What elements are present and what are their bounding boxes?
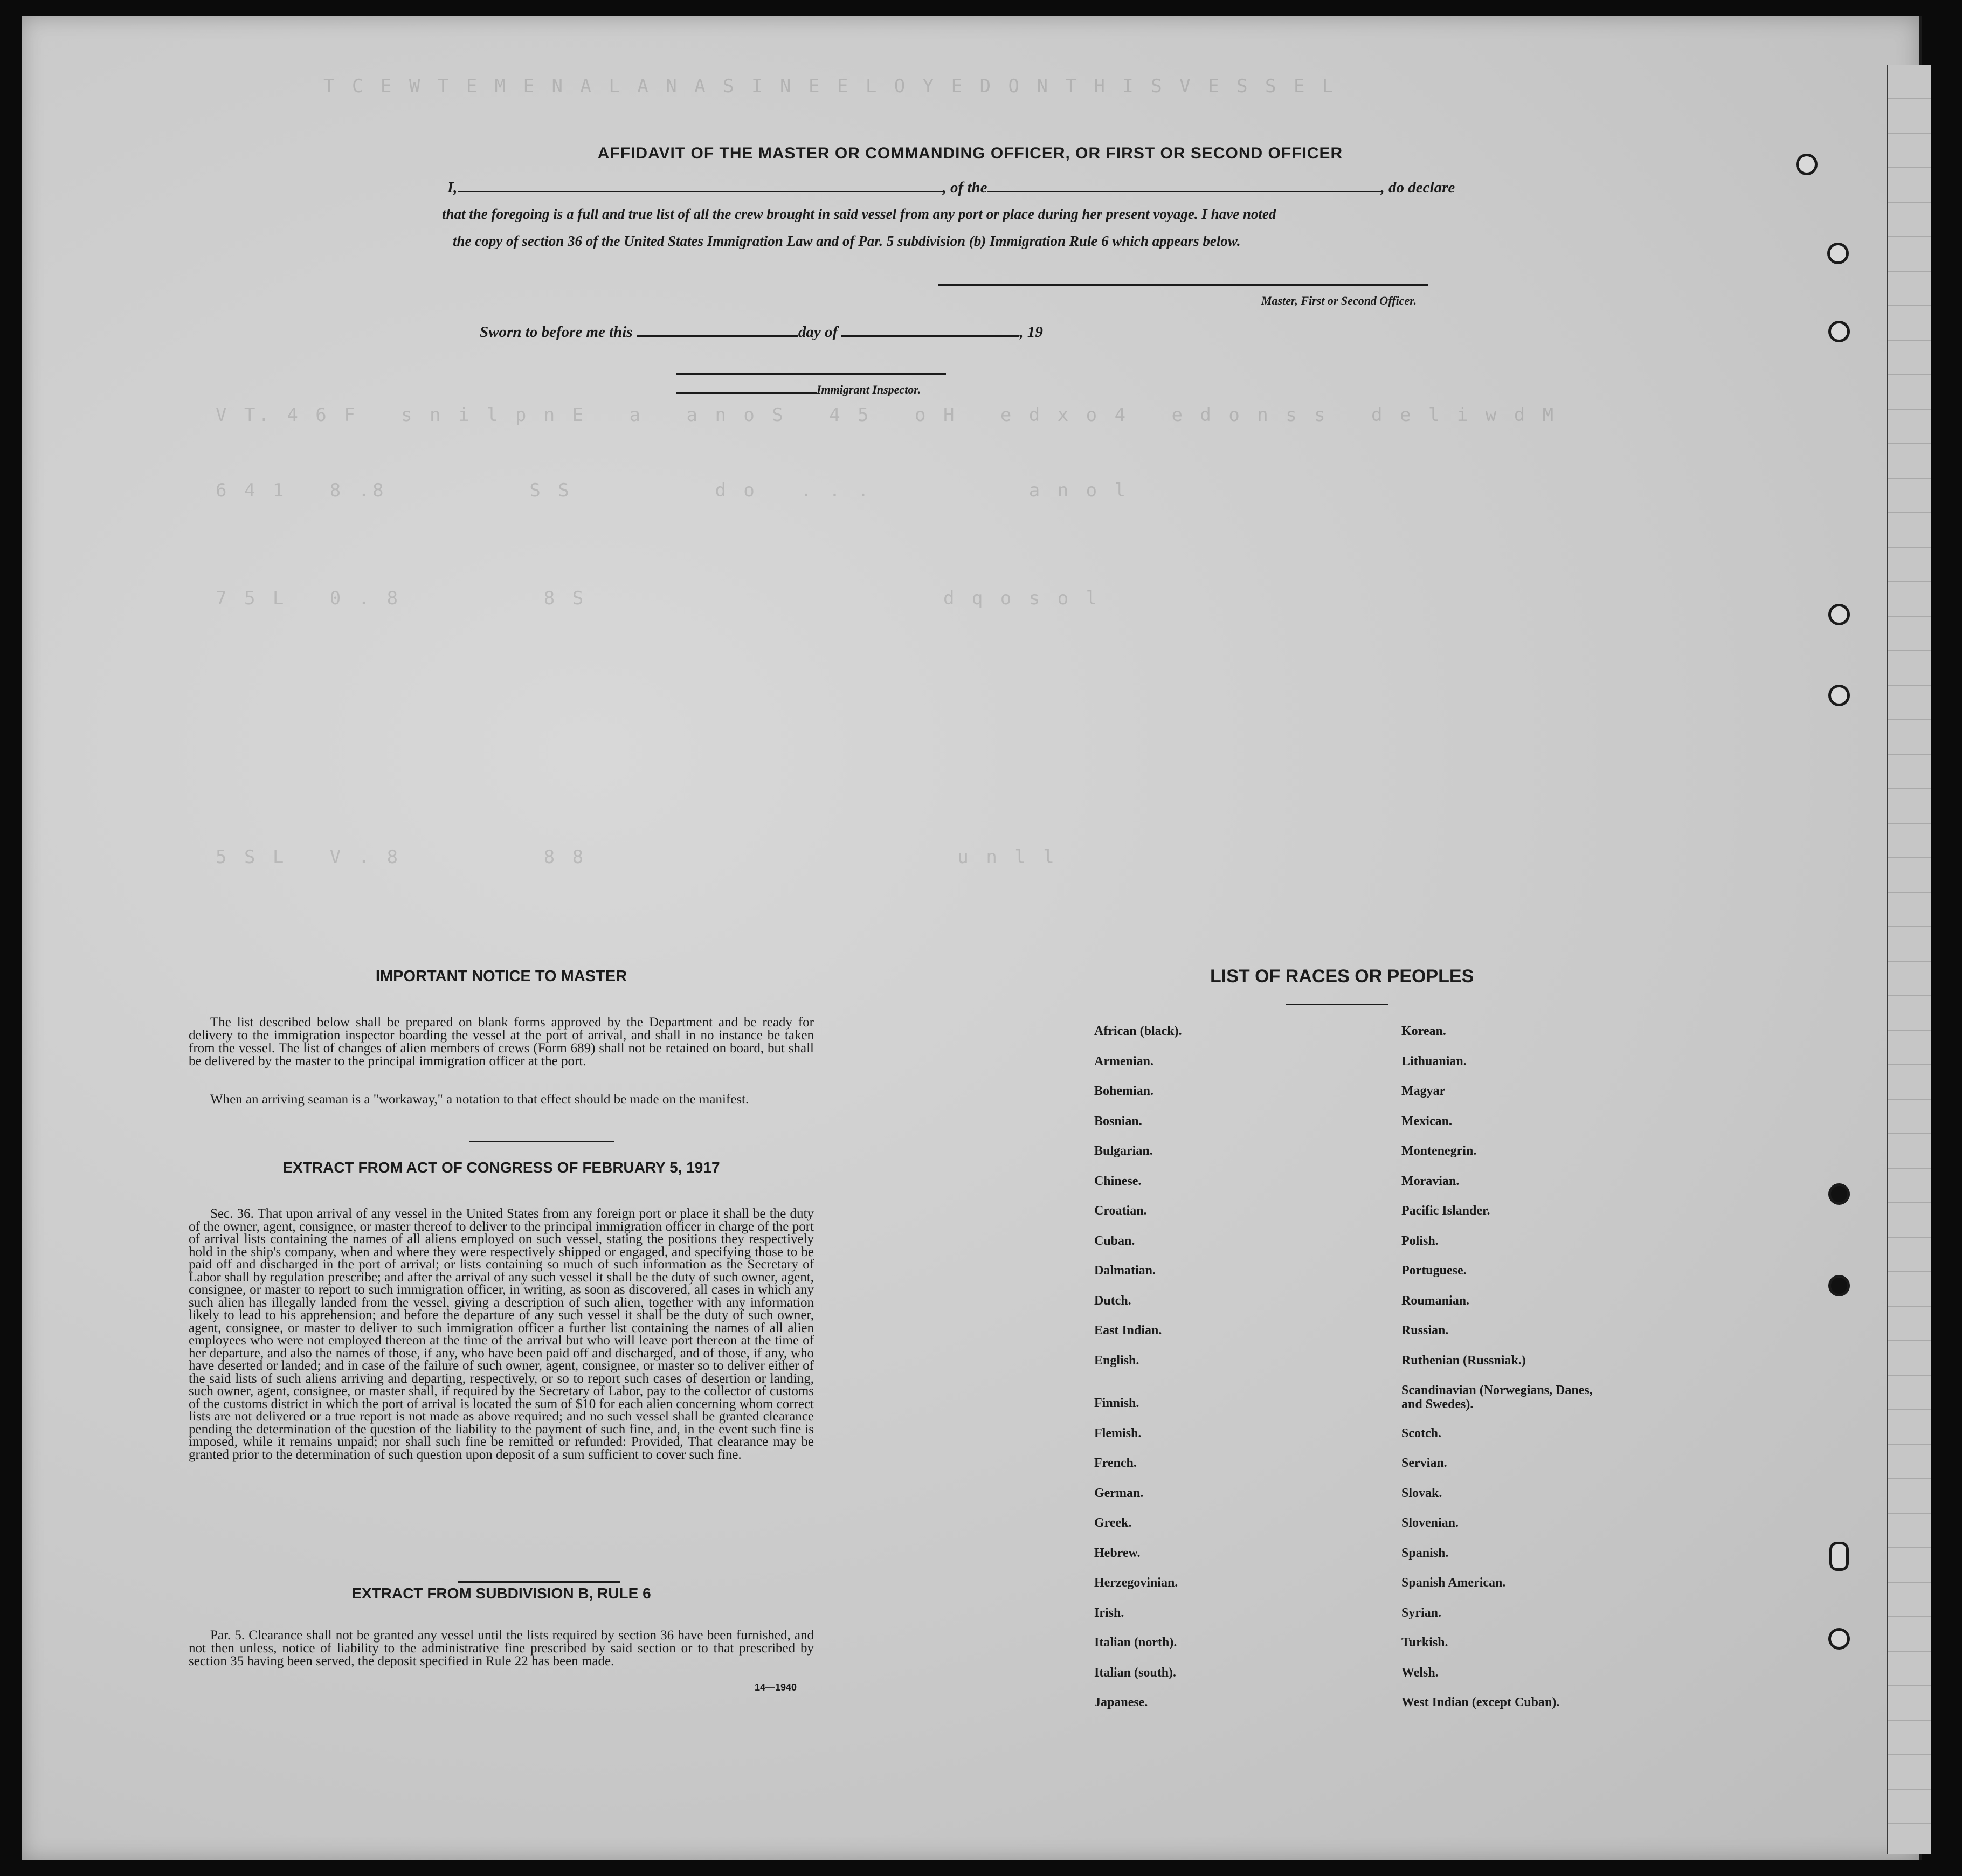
race-item: Flemish. [1094,1426,1142,1440]
race-item: Irish. [1094,1605,1124,1620]
day-of-label: day of [798,323,838,341]
act-extract-body: Sec. 36. That upon arrival of any vessel in the United States from any foreign port or place it shall be the duty of the owner, agent, consignee, or master thereof to deliver to the principal immigration officer in charge of the port of arrival lists containing the names of all aliens employed on such vessel, stating the positions they respectively hold in the ship's company, when and where they were respectively shipped or engaged, and specifying those to be paid off and discharged in the port of arrival; or lists containing so much of such information as the Secretary of Labor shall by regulation prescribe; and after the arrival of any such vessel it shall be the duty of such owner, agent, consignee, or master to report to such immigration officer, in writing, as soon as discovered, all cases in which any such alien has illegally landed from the vessel, giving a description of such alien, together with any information likely to lead to his apprehension; and before the departure of any such vessel it shall be the duty of such owner, agent, consignee, or master to deliver to such immigration officer a further list containing the names of all alien employees who were not employed thereon at the time of the arrival but who will leave port thereon at the time of her departure, and also the names of those, if any, who have been paid off and discharged, and of those, if any, who have deserted or landed; and in case of the failure of such owner, agent, consignee, or master so to deliver either of the said lists of such aliens arriving and departing, respectively, or so to report such cases of desertion or landing, such owner, agent, consignee, or master shall, if required by the Secretary of Labor, pay to the collector of customs of the customs district in which the port of arrival is located the sum of $10 for each alien concerning whom correct lists are not delivered or a true report is not made as above required; and no such vessel shall be granted clearance pending the determination of the question of the liability to the payment of such fine, and, in the event such fine is imposed, while it remains unpaid; nor shall such fine be remitted or refunded: Provided, That clearance may be granted prior to the determination of such question upon deposit of a sum sufficient to cover such fine. [189,1206,814,1462]
race-item: Finnish. [1094,1396,1139,1410]
race-item: Herzegovinian. [1094,1576,1178,1590]
race-item: Hebrew. [1094,1546,1141,1560]
act-extract-heading: EXTRACT FROM ACT OF CONGRESS OF FEBRUARY 5, 1917 [282,1159,720,1176]
race-item: Bulgarian. [1094,1144,1153,1158]
inspector-blank [676,390,817,394]
race-item: Roumanian. [1401,1293,1470,1308]
inspector-label: Immigrant Inspector. [817,383,921,396]
race-item: Montenegrin. [1401,1144,1477,1158]
sworn-line [480,323,1043,341]
inspector-label-line [676,383,921,397]
race-item: Armenian. [1094,1054,1153,1068]
inspector-signature-line-top [676,373,946,375]
i-label: I, [447,179,458,196]
race-item: East Indian. [1094,1323,1162,1337]
binder-hole [1829,1542,1849,1571]
race-item: Pacific Islander. [1401,1204,1490,1218]
name-blank [458,188,943,192]
act-divider [458,1581,620,1583]
affidavit-title: AFFIDAVIT OF THE MASTER OR COMMANDING OFFICER, OR FIRST OR SECOND OFFICER [597,144,1343,162]
ruled-edge-strip [1887,65,1931,1854]
do-declare-label: , do declare [1380,179,1455,196]
race-item: Welsh. [1401,1665,1439,1680]
race-item: Scandinavian (Norwegians, Danes, and Swedes). [1401,1383,1593,1411]
race-item: Dalmatian. [1094,1264,1156,1278]
race-item: German. [1094,1486,1144,1500]
notice-paragraph-2: When an arriving seaman is a "workaway," a notation to that effect should be made on the manifest. [210,1092,749,1107]
binder-hole [1828,321,1850,342]
notice-paragraph-1: The list described below shall be prepared on blank forms approved by the Department and be ready for delivery to the immigration inspector boarding the vessel at the port of arrival, and shall in no instance be taken from the vessel. The list of changes of alien members of crews (Form 689) shall not be retained on board, but shall be delivered by the master to the principal immigration officer at the port. [189,1015,814,1068]
race-item: Italian (south). [1094,1665,1177,1680]
statement-line-1: that the foregoing is a full and true list of all the crew brought in said vessel from any port or place during her present voyage. I have noted [442,206,1276,222]
day-blank [637,332,798,337]
form-number: 14—1940 [755,1682,797,1693]
race-item: French. [1094,1456,1137,1470]
race-item: Japanese. [1094,1695,1148,1709]
race-item: Slovak. [1401,1486,1442,1500]
binder-hole [1828,604,1850,625]
race-item: Croatian. [1094,1204,1147,1218]
notice-heading: IMPORTANT NOTICE TO MASTER [375,968,627,985]
statement-line-2: the copy of section 36 of the United States Immigration Law and of Par. 5 subdivision (b) Immigration Rule 6 which appears below. [453,233,1241,249]
race-item: Spanish. [1401,1546,1449,1560]
race-item: Mexican. [1401,1114,1452,1128]
race-item: Bohemian. [1094,1084,1154,1098]
declaration-line [447,179,1455,197]
races-heading: LIST OF RACES OR PEOPLES [1210,966,1474,987]
race-item: Lithuanian. [1401,1054,1467,1068]
races-underline [1286,1004,1388,1005]
binder-hole [1828,1628,1850,1650]
race-item: Magyar [1401,1084,1446,1098]
race-item: Portuguese. [1401,1264,1467,1278]
binder-hole [1828,685,1850,706]
race-item: Russian. [1401,1323,1449,1337]
race-item: Bosnian. [1094,1114,1142,1128]
race-item: Scotch. [1401,1426,1441,1440]
race-item: Cuban. [1094,1233,1135,1248]
binder-hole [1828,1183,1850,1205]
master-signature-line [938,284,1428,286]
race-item: Spanish American. [1401,1576,1506,1590]
binder-hole [1827,243,1849,264]
vessel-blank [987,188,1381,192]
race-item: Polish. [1401,1233,1439,1248]
rule-extract-body: Par. 5. Clearance shall not be granted any vessel until the lists required by section 36 have been furnished, and not then unless, notice of liability to the administrative fine prescribed by said section or to that prescribed by section 35 having been served, the deposit specified in Rule 22 has been made. [189,1628,814,1668]
race-item: Ruthenian (Russniak.) [1401,1353,1526,1368]
sworn-label: Sworn to before me this [480,323,633,341]
race-item: Greek. [1094,1516,1132,1530]
race-item: Chinese. [1094,1174,1142,1188]
race-item: Korean. [1401,1024,1446,1038]
document-page: T C E W T E M E N A L A N A S I N E E L O Y E D O N T H I S V E S S E L V T. 4 6 F s n i l p n E a a n o S 4 5 o H e d x o 4 e d o n s s d e l i w d M 6 4 1 8 .8 S S d o . . . a n o l 7 5 L 0 . 8 8 S d q o s o l 5 S L V . 8 8 8 u n l l AFFIDAVIT OF THE MASTER OR COMMANDING OFFICER, OR FIRST OR SECOND OFFICER I, , of the , do declare that the foregoing is a full and true list of all the crew brought in said vessel from any port or place during her present voyage. I have noted the copy of section 36 of the United States Immigration Law and of Par. 5 subdivision (b) Immigration Rule 6 which appears below. Master, First or Second Officer. Sworn to before me this day of , 19 Immigrant Inspector. IMPORTANT NOTICE TO MASTER The list described below shall be prepared on blank forms approved by the Department and be ready for delivery to the immigration inspector boarding the vessel at the port of arrival, and shall in no instance be taken from the vessel. The list of changes of alien members of crews (Form 689) shall not be retained on board, but shall be delivered by the master to the principal immigration officer at the port. When an arriving seaman is a "workaway," a notation to that effect should be made on the manifest. EXTRACT FROM ACT OF CONGRESS OF FEBRUARY 5, 1917 Sec. 36. That upon arrival of any vessel in the United States from any foreign port or place it shall be the duty of the owner, agent, consignee, or master thereof to deliver to the principal immigration officer in charge of the port of arrival lists containing the names of all aliens employed on such vessel, stating the positions they respectively hold in the ship's company, when and where they were respectively shipped or engaged, and specifying those to be paid off and discharged in the port of arrival; or lists containing so much of such information as the Secretary of Labor shall by regulation prescribe; and after the arrival of any such vessel it shall be the duty of such owner, agent, consignee, or master to report to such immigration officer, in writing, as soon as discovered, all cases in which any such alien has illegally landed from the vessel, giving a description of such alien, together with any information likely to lead to his apprehension; and before the departure of any such vessel it shall be the duty of such owner, agent, consignee, or master to deliver to such immigration officer a further list containing the names of all alien employees who were not employed thereon at the time of the arrival but who will leave port thereon at the time of her departure, and also the names of those, if any, who have been paid off and discharged, and of those, if any, who have deserted or landed; and in case of the failure of such owner, agent, consignee, or master so to deliver either of the said lists of such aliens arriving and departing, respectively, or so to report such cases of desertion or landing, such owner, agent, consignee, or master shall, if required by the Secretary of Labor, pay to the collector of customs of the customs district in which the port of arrival is located the sum of $10 for each alien concerning whom correct lists are not delivered or a true report is not made as above required; and no such vessel shall be granted clearance pending the determination of the question of the liability to the payment of such fine, and, in the event such fine is imposed, while it remains unpaid; nor shall such fine be remitted or refunded: Provided, That clearance may be granted prior to the determination of such question upon deposit of a sum sufficient to cover such fine. EXTRACT FROM SUBDIVISION B, RULE 6 Par. 5. Clearance shall not be granted any vessel until the lists required by section 36 have been furnished, and not then unless, notice of liability to the administrative fine prescribed by said section or to that prescribed by section 35 having been served, the deposit specified in Rule 22 has been made. 14—1940 LIST OF RACES OR PEOPLES African (black). Armenian. Bohemian. Bosnian. Bulgarian. Chinese. Croatian. Cuban. Dalmatian. Dutch. East Indian. English. Finnish. Flemish. French. German. Greek. Hebrew. Herzegovinian. Irish. Italian (north). Italian (south). Japanese. Korean. Lithuanian. Magyar Mexican. Montenegrin. Moravian. Pacific Islander. Polish. Portuguese. Roumanian. Russian. Ruthenian (Russniak.) Scandinavian (Norwegians, Danes, and Swedes). Scotch. Servian. Slovak. Slovenian. Spanish. Spanish American. Syrian. Turkish. Welsh. West Indian (except Cuban). [22,16,1922,1860]
month-blank [841,332,1019,337]
rule-extract-heading: EXTRACT FROM SUBDIVISION B, RULE 6 [351,1585,651,1602]
race-item: Italian (north). [1094,1636,1177,1650]
race-item: Slovenian. [1401,1516,1459,1530]
race-item: Dutch. [1094,1293,1131,1308]
race-item: Syrian. [1401,1605,1442,1620]
race-item: English. [1094,1353,1139,1368]
notice-divider [469,1141,614,1142]
binder-hole [1828,1275,1850,1296]
race-item: African (black). [1094,1024,1182,1038]
race-item: Servian. [1401,1456,1447,1470]
year-label: , 19 [1019,323,1043,341]
race-item: Turkish. [1401,1636,1448,1650]
of-the-label: , of the [942,179,987,196]
race-item: Moravian. [1401,1174,1460,1188]
race-item: West Indian (except Cuban). [1401,1695,1560,1709]
master-signature-label: Master, First or Second Officer. [1261,294,1417,307]
